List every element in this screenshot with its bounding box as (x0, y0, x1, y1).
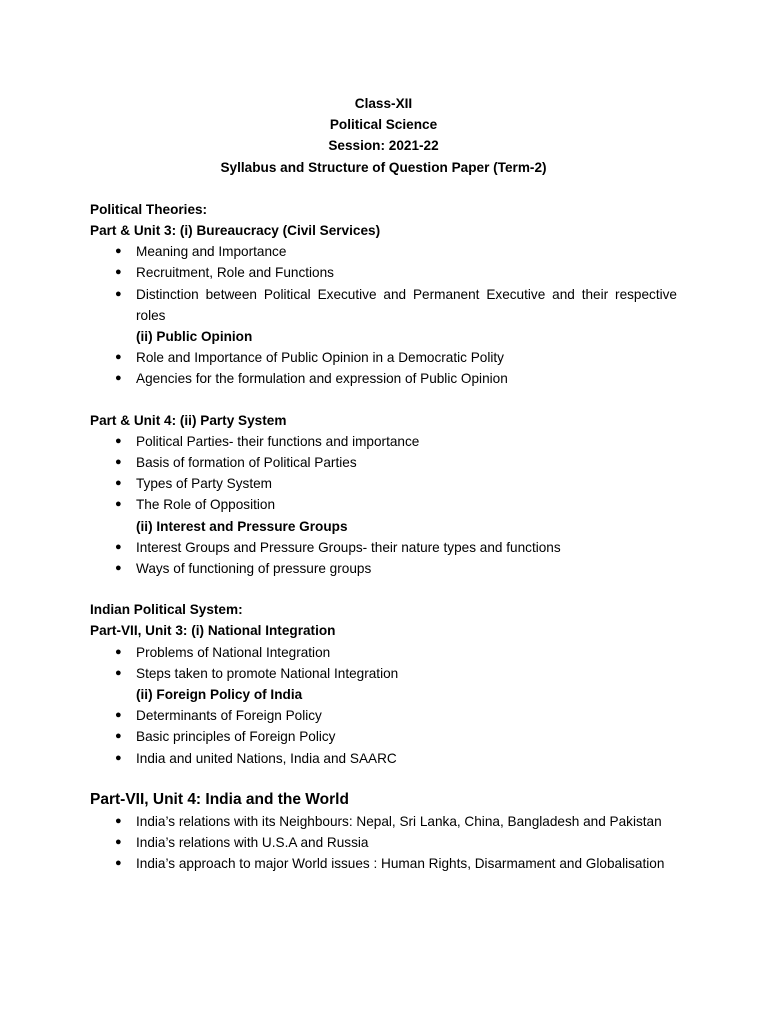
list-item: ● Basis of formation of Political Parties (90, 452, 677, 473)
class-title: Class-XII (354, 96, 413, 111)
syllabus-title: Syllabus and Structure of Question Paper (Term-2) (220, 159, 547, 175)
bullet-icon: ● (115, 245, 122, 258)
bullet-icon: ● (115, 751, 122, 764)
unit-heading-india-and-the-world: Part-VII, Unit 4: India and the World (90, 790, 349, 808)
bullet-icon: ● (115, 434, 122, 447)
bullet-icon: ● (115, 730, 122, 743)
list-item: ● India’s relations with U.S.A and Russia (90, 832, 677, 853)
bullet-icon: ● (115, 857, 122, 870)
bullet-icon: ● (115, 372, 122, 385)
bullet-list (90, 241, 677, 326)
section-title-political-theories: Political Theories: (90, 201, 208, 217)
list-item: ● Determinants of Foreign Policy (90, 705, 677, 726)
bullet-icon: ● (115, 498, 122, 511)
list-item: ● The Role of Opposition (90, 494, 677, 515)
list-item: ● India and united Nations, India and SAARC (90, 748, 677, 769)
bullet-list (90, 537, 677, 579)
document-header (90, 93, 677, 178)
bullet-list (90, 642, 677, 684)
bullet-icon: ● (115, 287, 122, 300)
list-item: ● Ways of functioning of pressure groups (90, 558, 677, 579)
bullet-icon: ● (115, 814, 122, 827)
session-title: Session: 2021-22 (328, 138, 439, 154)
list-item: ● Steps taken to promote National Integration (90, 663, 677, 684)
unit-heading-bureaucracy: Part & Unit 3: (i) Bureaucracy (Civil Services) (90, 222, 381, 238)
subject-title: Political Science (329, 117, 438, 133)
list-item: ● Agencies for the formulation and expression of Public Opinion (90, 368, 677, 389)
list-item: ● Types of Party System (90, 473, 677, 494)
bullet-icon: ● (115, 266, 122, 279)
bullet-icon: ● (115, 666, 122, 679)
list-item: ● Political Parties- their functions and importance (90, 431, 677, 452)
document-page (90, 93, 677, 874)
unit-heading-national-integration: Part-VII, Unit 3: (i) National Integration (90, 623, 336, 639)
list-item: ● Problems of National Integration (90, 642, 677, 663)
list-item: ● Basic principles of Foreign Policy (90, 726, 677, 747)
bullet-icon: ● (115, 835, 122, 848)
subheading-foreign-policy: (ii) Foreign Policy of India (136, 686, 303, 702)
bullet-list (90, 705, 677, 769)
bullet-icon: ● (115, 540, 122, 553)
list-item: ● India’s relations with its Neighbours: Nepal, Sri Lanka, China, Bangladesh and Pakistan (90, 811, 677, 832)
bullet-icon: ● (115, 561, 122, 574)
list-item: ● Interest Groups and Pressure Groups- their nature types and functions (90, 537, 677, 558)
unit-heading-party-system: Part & Unit 4: (ii) Party System (90, 412, 287, 428)
list-item: ● Recruitment, Role and Functions (90, 262, 677, 283)
list-item: ● Meaning and Importance (90, 241, 677, 262)
bullet-list (90, 347, 677, 389)
bullet-icon: ● (115, 455, 122, 468)
bullet-icon: ● (115, 709, 122, 722)
bullet-icon: ● (115, 477, 122, 490)
bullet-icon: ● (115, 351, 122, 364)
list-item: ● Distinction between Political Executive and Permanent Executive and their respective roles (90, 284, 677, 326)
bullet-icon: ● (115, 645, 122, 658)
subheading-public-opinion: (ii) Public Opinion (136, 328, 253, 344)
bullet-list (90, 811, 677, 875)
section-title-indian-political-system: Indian Political System: (90, 602, 243, 618)
list-item: ● India’s approach to major World issues : Human Rights, Disarmament and Globalisation (90, 853, 677, 874)
list-item: ● Role and Importance of Public Opinion in a Democratic Polity (90, 347, 677, 368)
bullet-list (90, 431, 677, 516)
subheading-interest-groups: (ii) Interest and Pressure Groups (136, 518, 348, 534)
